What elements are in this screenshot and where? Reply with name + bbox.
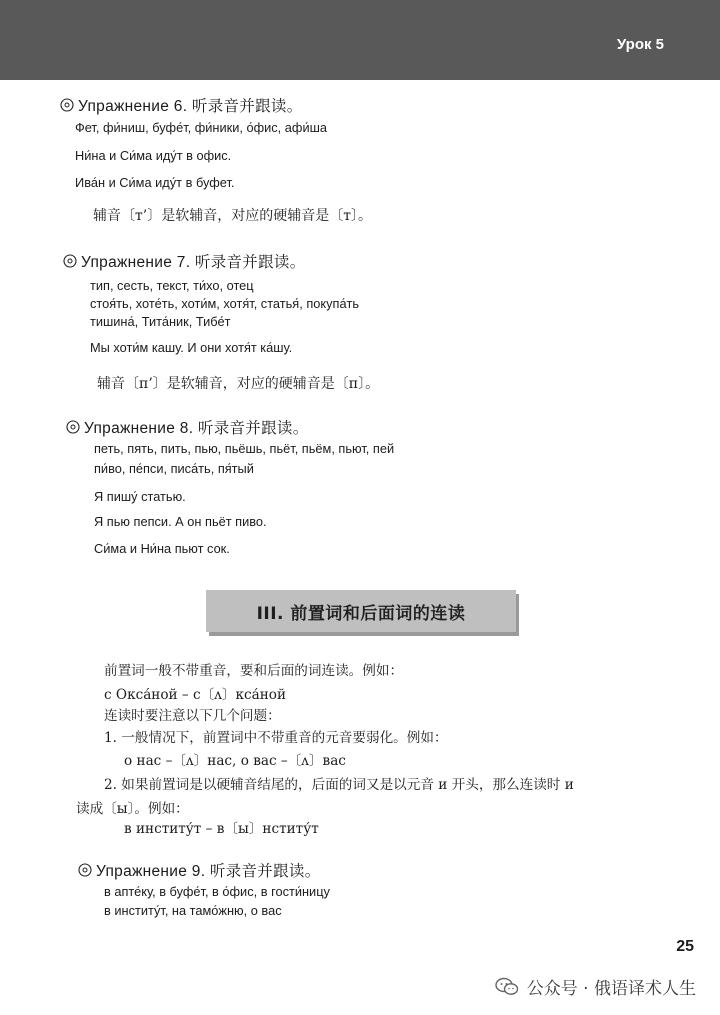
section-title: III. 前置词和后面词的连读 — [256, 603, 466, 624]
exercise-7-heading — [63, 250, 306, 272]
exercise-7-line: тип, сесть, текст, ти́хо, отец — [90, 278, 254, 293]
exercise-6-line: Фет, фи́ниш, буфе́т, фи́ники, о́фис, афи́ша — [75, 120, 327, 135]
exercise-9-heading — [78, 859, 321, 881]
exercise-6-heading — [60, 94, 303, 116]
wechat-icon — [495, 977, 519, 997]
lesson-label: Урок 5 — [616, 36, 664, 53]
exercise-6-line: Ни́на и Си́ма иду́т в офис. — [75, 148, 232, 163]
exercise-7-line: Мы хоти́м кашу. И они хотя́т ка́шу. — [90, 340, 293, 355]
exercise-6-title: Упражнение 6. 听录音并跟读。 — [78, 98, 303, 115]
exercise-9-line: в апте́ку, в буфе́т, в о́фис, в гости́ницу — [104, 884, 330, 899]
exercise-7-title: Упражнение 7. 听录音并跟读。 — [81, 254, 306, 271]
exercise-7-line: стоя́ть, хоте́ть, хоти́м, хотя́т, статья́, покупа́ть — [90, 296, 360, 311]
section-paragraph: о нас –〔ʌ〕нас, о вас –〔ʌ〕вас — [124, 753, 346, 769]
exercise-8-line: Си́ма и Ни́на пьют сок. — [94, 541, 230, 556]
exercise-8-line: петь, пять, пить, пью, пьёшь, пьёт, пьём, пьют, пей — [94, 441, 395, 456]
exercise-7-line: тишина́, Тита́ник, Тибе́т — [90, 314, 231, 329]
section-paragraph: 2. 如果前置词是以硬辅音结尾的，后面的词又是以元音 и 开头，那么连读时 и — [104, 777, 574, 793]
section-banner — [206, 590, 516, 632]
section-paragraph: 1. 一般情况下，前置词中不带重音的元音要弱化。例如： — [104, 730, 448, 746]
exercise-8-heading — [66, 416, 309, 438]
exercise-6-note: 辅音〔т’〕是软辅音，对应的硬辅音是〔т〕。 — [93, 208, 372, 224]
audio-disc-icon — [78, 863, 92, 877]
section-paragraph: 读成〔ы〕。例如： — [76, 801, 189, 817]
exercise-9-line: в институ́т, на тамо́жню, о вас — [104, 903, 282, 918]
exercise-8-line: пи́во, пе́пси, писа́ть, пя́тый — [94, 461, 254, 476]
section-paragraph: 前置词一般不带重音，要和后面的词连读。例如： — [104, 663, 404, 679]
page-number: 25 — [676, 938, 694, 955]
section-paragraph: с Окса́ной – с〔ʌ〕кса́ной — [104, 687, 287, 703]
audio-disc-icon — [60, 98, 74, 112]
exercise-7-note: 辅音〔п’〕是软辅音，对应的硬辅音是〔п〕。 — [97, 376, 380, 392]
watermark — [495, 974, 696, 999]
exercise-8-line: Я пью пепси. А он пьёт пиво. — [94, 514, 267, 529]
header-band — [0, 0, 720, 80]
watermark-text: 公众号 · 俄语译术人生 — [526, 979, 696, 999]
section-paragraph: 连读时要注意以下几个问题： — [104, 708, 281, 724]
audio-disc-icon — [63, 254, 77, 268]
section-paragraph: в институ́т – в〔ы〕нститу́т — [124, 821, 319, 837]
exercise-8-title: Упражнение 8. 听录音并跟读。 — [84, 420, 309, 437]
audio-disc-icon — [66, 420, 80, 434]
exercise-8-line: Я пишу́ статью. — [94, 489, 186, 504]
exercise-6-line: Ива́н и Си́ма иду́т в буфет. — [75, 175, 235, 190]
exercise-9-title: Упражнение 9. 听录音并跟读。 — [96, 863, 321, 880]
